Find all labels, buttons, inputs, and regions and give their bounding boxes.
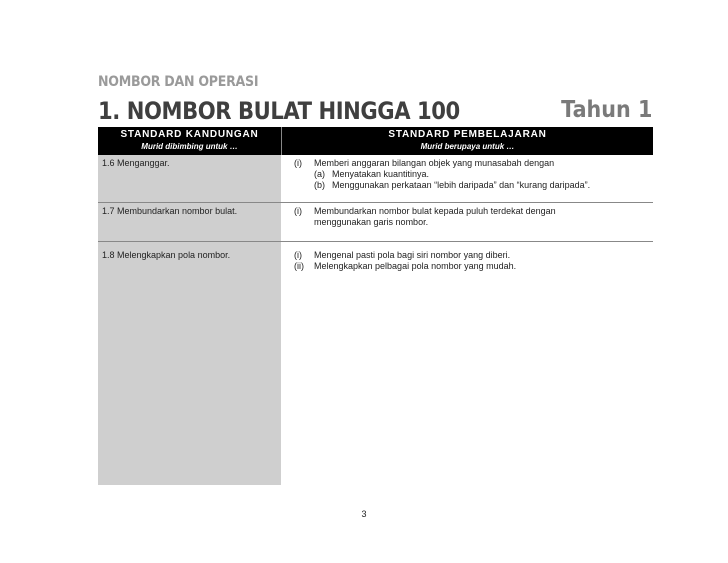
item-text: Menggunakan perkataan “lebih daripada” dan “kurang daripada”. — [332, 180, 591, 190]
column-header-standard-kandungan — [98, 127, 282, 155]
list-item — [294, 250, 644, 261]
page-number: 3 — [361, 509, 367, 519]
column-title: STANDARD KANDUNGAN — [120, 129, 259, 140]
table-header — [98, 127, 653, 155]
column-header-standard-pembelajaran — [282, 127, 653, 155]
section-subtitle: NOMBOR DAN OPERASI — [98, 74, 259, 90]
item-text: Menyatakan kuantitinya. — [332, 169, 430, 179]
list-item — [294, 158, 644, 169]
table-row-standard: 1.7 Membundarkan nombor bulat. — [102, 206, 238, 216]
table-row-learning — [294, 250, 644, 272]
list-item — [294, 206, 644, 217]
item-text: Membundarkan nombor bulat kepada puluh terdekat dengan — [314, 206, 556, 216]
column-title: STANDARD PEMBELAJARAN — [388, 129, 547, 140]
curriculum-table — [98, 127, 653, 485]
item-number: (i) — [294, 206, 302, 216]
item-text: Mengenal pasti pola bagi siri nombor yang diberi. — [314, 250, 511, 260]
list-item — [294, 180, 644, 191]
item-number: (b) — [314, 180, 325, 190]
table-row-standard: 1.8 Melengkapkan pola nombor. — [102, 250, 231, 260]
item-text: menggunakan garis nombor. — [314, 217, 429, 227]
list-item — [294, 169, 644, 180]
row-divider — [98, 202, 653, 203]
content-standard-column — [98, 155, 281, 485]
year-label: Tahun 1 — [560, 97, 652, 123]
list-item — [294, 217, 644, 228]
table-row-standard: 1.6 Menganggar. — [102, 158, 170, 168]
table-row-learning — [294, 206, 644, 228]
column-subtitle: Murid berupaya untuk … — [420, 142, 515, 151]
item-text: Memberi anggaran bilangan objek yang munasabah dengan — [314, 158, 555, 168]
table-row-learning — [294, 158, 644, 191]
item-number: (a) — [314, 169, 325, 179]
page-title: 1. NOMBOR BULAT HINGGA 100 — [98, 97, 460, 125]
item-number: (ii) — [294, 261, 304, 271]
item-number: (i) — [294, 158, 302, 168]
item-number: (i) — [294, 250, 302, 260]
column-subtitle: Murid dibimbing untuk … — [141, 142, 238, 151]
row-divider — [98, 241, 653, 242]
item-text: Melengkapkan pelbagai pola nombor yang mudah. — [314, 261, 517, 271]
list-item — [294, 261, 644, 272]
